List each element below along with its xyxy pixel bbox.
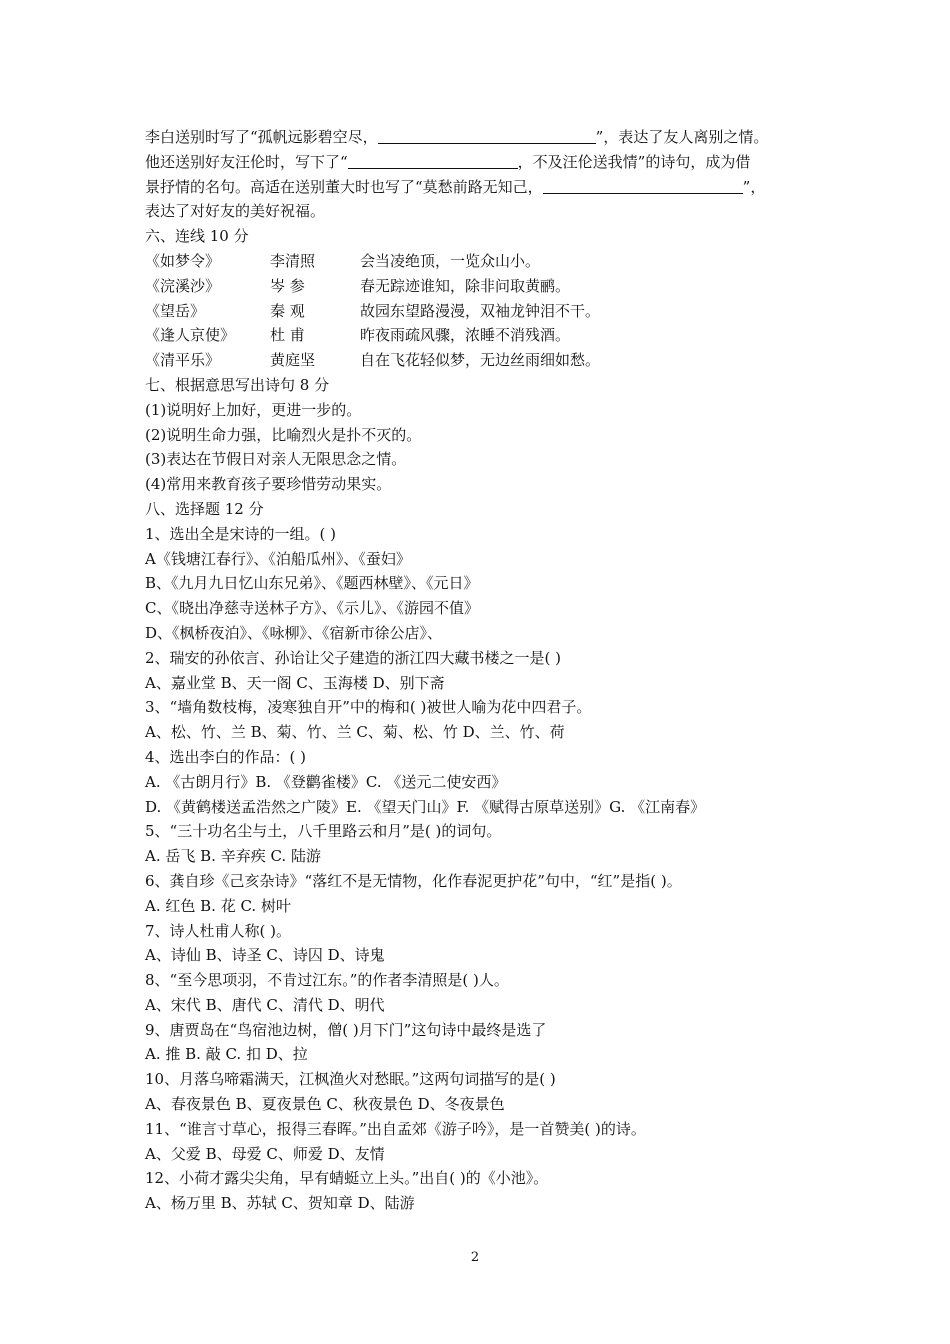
section-8-heading: 八、选择题 12 分	[145, 499, 264, 518]
text-span: ”，	[742, 177, 766, 196]
poem-title: 《逢人京使》	[145, 326, 236, 345]
poem-line: 自在飞花轻似梦，无边丝雨细如愁。	[360, 351, 601, 370]
question-line: A、宋代 B、唐代 C、清代 D、明代	[145, 995, 385, 1014]
text-span: ，不及汪伦送我情”的诗句，成为借	[517, 152, 751, 171]
question-line: A、松、竹、兰 B、菊、竹、兰 C、菊、松、竹 D、兰、竹、荷	[145, 723, 565, 742]
question-line: 7、诗人杜甫人称( )。	[145, 921, 292, 940]
poem-line: 春无踪迹谁知，除非问取黄鹂。	[360, 276, 571, 295]
question-line: 6、龚自珍《己亥杂诗》“落红不是无情物，化作春泥更护花”句中，“红”是指( )。	[145, 871, 682, 890]
poet-name: 岑 参	[270, 276, 305, 295]
question-line: 8、“至今思项羽，不肯过江东。”的作者李清照是( )人。	[145, 971, 509, 990]
question-line: 3、“墙角数枝梅，凌寒独自开”中的梅和( )被世人喻为花中四君子。	[145, 698, 592, 717]
list-item: (3)表达在节假日对亲人无限思念之情。	[145, 450, 407, 469]
text-span: 景抒情的名句。高适在送别董大时也写了“莫愁前路无知己，	[145, 177, 543, 196]
matching-row	[145, 323, 845, 348]
question-line: 11、“谁言寸草心，报得三春晖。”出自孟郊《游子吟》，是一首赞美( )的诗。	[145, 1119, 646, 1138]
answer-blank	[348, 152, 518, 169]
question-line: C、《晓出净慈寺送林子方》、《示儿》、《游园不值》	[145, 599, 479, 618]
question-line: 9、唐贾岛在“鸟宿池边树，僧( )月下门”这句诗中最终是选了	[145, 1020, 547, 1039]
question-line: A. 红色 B. 花 C. 树叶	[145, 896, 291, 915]
page-number: 2	[470, 1250, 480, 1265]
question-line: 4、选出李白的作品：( )	[145, 747, 307, 766]
question-line: A. 《古朗月行》B. 《登鹳雀楼》C. 《送元二使安西》	[145, 772, 507, 791]
list-item: (1)说明好上加好，更进一步的。	[145, 400, 362, 419]
question-line: 2、瑞安的孙依言、孙诒让父子建造的浙江四大藏书楼之一是( )	[145, 648, 562, 667]
poem-title: 《浣溪沙》	[145, 276, 221, 295]
fill-paragraph-line-1	[145, 125, 845, 150]
matching-table	[145, 249, 845, 373]
text-span: ”，表达了友人离别之情。	[595, 128, 769, 146]
poet-name: 李清照	[270, 251, 316, 270]
fill-paragraph-line-2	[145, 150, 845, 175]
poet-name: 黄庭坚	[270, 351, 316, 370]
question-line: A、父爱 B、母爱 C、师爱 D、友情	[145, 1144, 385, 1163]
text-span: 他还送别好友汪伦时，写下了“	[145, 152, 348, 171]
answer-blank	[378, 127, 596, 144]
question-line: 10、月落乌啼霜满天，江枫渔火对愁眠。”这两句词描写的是( )	[145, 1070, 556, 1089]
list-item: (4)常用来教育孩子要珍惜劳动果实。	[145, 475, 392, 494]
question-line: A、春夜景色 B、夏夜景色 C、秋夜景色 D、冬夜景色	[145, 1095, 505, 1114]
section-7-list	[145, 398, 845, 497]
section-8-list	[145, 522, 845, 1216]
poem-line: 故园东望路漫漫，双袖龙钟泪不干。	[360, 301, 601, 320]
matching-row	[145, 348, 845, 373]
section-7-heading: 七、根据意思写出诗句 8 分	[145, 375, 330, 394]
fill-paragraph-line-3	[145, 175, 845, 200]
page-content	[145, 125, 845, 1216]
matching-row	[145, 299, 845, 324]
poet-name: 秦 观	[270, 301, 305, 320]
question-line: A、诗仙 B、诗圣 C、诗囚 D、诗鬼	[145, 946, 385, 965]
question-line: 5、“三十功名尘与土，八千里路云和月”是( )的词句。	[145, 822, 502, 841]
question-line: 1、选出全是宋诗的一组。( )	[145, 524, 337, 543]
poem-title: 《清平乐》	[145, 351, 221, 370]
answer-blank	[543, 177, 743, 194]
poem-title: 《望岳》	[145, 301, 206, 320]
poet-name: 杜 甫	[270, 326, 305, 345]
list-item: (2)说明生命力强，比喻烈火是扑不灭的。	[145, 425, 422, 444]
poem-line: 会当凌绝顶，一览众山小。	[360, 251, 541, 270]
question-line: A、嘉业堂 B、天一阁 C、玉海楼 D、别下斋	[145, 673, 445, 692]
question-line: B、《九月九日忆山东兄弟》、《题西林壁》、《元日》	[145, 574, 479, 593]
question-line: A《钱塘江春行》、《泊船瓜州》、《蚕妇》	[145, 549, 411, 568]
question-line: D、《枫桥夜泊》、《咏柳》、《宿新市徐公店》、	[145, 623, 443, 642]
poem-line: 昨夜雨疏风骤，浓睡不消残酒。	[360, 326, 571, 345]
matching-row	[145, 249, 845, 274]
question-line: A. 推 B. 敲 C. 扣 D、拉	[145, 1045, 308, 1064]
question-line: 12、小荷才露尖尖角，早有蜻蜓立上头。”出自( )的《小池》。	[145, 1169, 549, 1188]
poem-title: 《如梦令》	[145, 251, 221, 270]
fill-paragraph-line-4: 表达了对好友的美好祝福。	[145, 202, 326, 221]
section-6-heading: 六、连线 10 分	[145, 227, 249, 246]
matching-row	[145, 274, 845, 299]
question-line: D. 《黄鹤楼送孟浩然之广陵》E. 《望天门山》F. 《赋得古原草送别》G. 《江南春》	[145, 797, 706, 816]
text-span: 李白送别时写了“孤帆远影碧空尽，	[145, 128, 378, 146]
question-line: A、杨万里 B、苏轼 C、贺知章 D、陆游	[145, 1194, 415, 1213]
question-line: A. 岳飞 B. 辛弃疾 C. 陆游	[145, 847, 321, 866]
